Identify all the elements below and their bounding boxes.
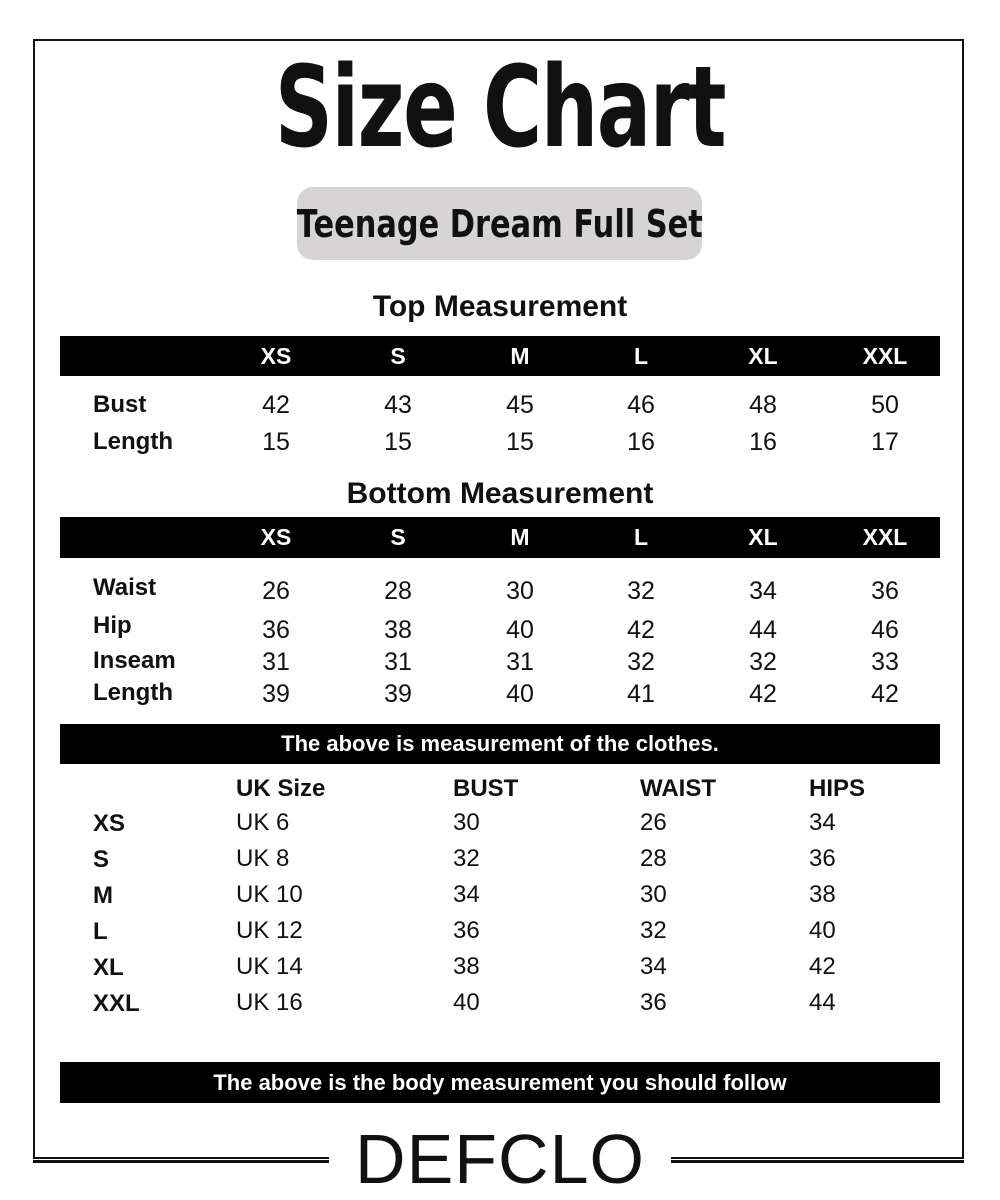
bottom-hip-value: 36 xyxy=(262,616,290,644)
bottom-size-header-bar xyxy=(60,517,940,558)
bottom-inseam-value: 32 xyxy=(627,648,655,676)
row-label-waist: Waist xyxy=(93,574,157,601)
bottom-waist-value: 28 xyxy=(384,577,412,605)
row-label-bust: Bust xyxy=(93,391,147,418)
bottom-waist-value: 32 xyxy=(627,577,655,605)
uk-row-hips: 34 xyxy=(809,809,836,836)
top-size-header: XS xyxy=(260,342,292,369)
top-measurement-heading: Top Measurement xyxy=(372,290,628,323)
clothes-measurement-note: The above is measurement of the clothes. xyxy=(60,724,940,764)
top-length-value: 15 xyxy=(506,428,534,456)
uk-row-waist: 34 xyxy=(640,953,667,980)
uk-row-uk: UK 12 xyxy=(236,917,303,944)
bottom-inseam-value: 31 xyxy=(506,648,534,676)
uk-row-bust: 34 xyxy=(453,881,480,908)
top-bust-value: 48 xyxy=(749,391,777,419)
uk-row-hips: 36 xyxy=(809,845,836,872)
bottom-length-value: 39 xyxy=(384,680,412,708)
top-size-header: L xyxy=(633,342,649,369)
bottom-inseam-value: 31 xyxy=(384,648,412,676)
brand-logo xyxy=(0,1120,1000,1198)
bottom-waist-value: 36 xyxy=(871,577,899,605)
uk-row-hips: 38 xyxy=(809,881,836,908)
top-bust-value: 42 xyxy=(262,391,290,419)
bottom-size-header: L xyxy=(633,524,649,550)
bottom-hip-value: 42 xyxy=(627,616,655,644)
uk-row-waist: 36 xyxy=(640,989,667,1016)
bottom-waist-value: 30 xyxy=(506,577,534,605)
bottom-inseam-value: 32 xyxy=(749,648,777,676)
bottom-length-value: 41 xyxy=(627,680,655,708)
uk-row-hips: 44 xyxy=(809,989,836,1016)
bottom-inseam-value: 31 xyxy=(262,648,290,676)
bottom-size-header: XS xyxy=(260,524,292,550)
uk-header-waist: WAIST xyxy=(640,775,716,802)
top-size-header-bar xyxy=(60,336,940,376)
bottom-hip-value: 38 xyxy=(384,616,412,644)
top-bust-value: 46 xyxy=(627,391,655,419)
uk-row-bust: 40 xyxy=(453,989,480,1016)
uk-row-size: M xyxy=(93,882,113,909)
body-measurement-note: The above is the body measurement you should follow xyxy=(60,1062,940,1103)
top-size-header: S xyxy=(390,342,406,369)
bottom-length-value: 42 xyxy=(871,680,899,708)
top-size-header: M xyxy=(510,342,530,369)
bottom-waist-value: 26 xyxy=(262,577,290,605)
bottom-size-header: S xyxy=(390,524,406,550)
bottom-size-header: XXL xyxy=(862,524,908,550)
row-label-length: Length xyxy=(93,679,173,706)
bottom-size-header: XL xyxy=(748,524,778,550)
bottom-waist-value: 34 xyxy=(749,577,777,605)
product-name: Teenage Dream Full Set xyxy=(296,201,703,246)
bottom-hip-value: 44 xyxy=(749,616,777,644)
uk-row-size: XXL xyxy=(93,990,140,1017)
uk-row-uk: UK 6 xyxy=(236,809,290,836)
top-length-value: 15 xyxy=(262,428,290,456)
bottom-measurement-heading: Bottom Measurement xyxy=(346,477,654,510)
uk-row-waist: 28 xyxy=(640,845,667,872)
bottom-inseam-value: 33 xyxy=(871,648,899,676)
uk-row-uk: UK 10 xyxy=(236,881,303,908)
bottom-length-value: 39 xyxy=(262,680,290,708)
bottom-size-header: M xyxy=(510,524,530,550)
top-bust-value: 50 xyxy=(871,391,899,419)
top-size-header: XL xyxy=(748,342,778,369)
page-title: Size Chart xyxy=(274,43,726,173)
top-length-value: 17 xyxy=(871,428,899,456)
top-size-header: XXL xyxy=(862,342,908,369)
uk-row-waist: 26 xyxy=(640,809,667,836)
uk-row-hips: 40 xyxy=(809,917,836,944)
uk-row-hips: 42 xyxy=(809,953,836,980)
bottom-length-value: 40 xyxy=(506,680,534,708)
top-bust-value: 45 xyxy=(506,391,534,419)
uk-row-size: XL xyxy=(93,954,124,981)
row-label-hip: Hip xyxy=(93,612,132,639)
uk-header-uk-size: UK Size xyxy=(236,775,326,802)
bottom-hip-value: 46 xyxy=(871,616,899,644)
uk-row-size: L xyxy=(93,918,108,945)
row-label-inseam: Inseam xyxy=(93,647,176,674)
top-length-value: 15 xyxy=(384,428,412,456)
top-length-value: 16 xyxy=(749,428,777,456)
uk-row-size: XS xyxy=(93,810,126,837)
uk-row-uk: UK 8 xyxy=(236,845,290,872)
bottom-hip-value: 40 xyxy=(506,616,534,644)
top-length-value: 16 xyxy=(627,428,655,456)
uk-header-hips: HIPS xyxy=(809,775,866,802)
uk-row-size: S xyxy=(93,846,110,873)
uk-header-bust: BUST xyxy=(453,775,519,802)
bottom-length-value: 42 xyxy=(749,680,777,708)
uk-row-uk: UK 16 xyxy=(236,989,303,1016)
uk-row-uk: UK 14 xyxy=(236,953,303,980)
brand-name: DEFCLO xyxy=(329,1120,671,1198)
uk-row-waist: 30 xyxy=(640,881,667,908)
uk-row-bust: 30 xyxy=(453,809,480,836)
uk-row-bust: 32 xyxy=(453,845,480,872)
uk-row-waist: 32 xyxy=(640,917,667,944)
uk-row-bust: 38 xyxy=(453,953,480,980)
row-label-length: Length xyxy=(93,428,173,455)
uk-row-bust: 36 xyxy=(453,917,480,944)
top-bust-value: 43 xyxy=(384,391,412,419)
product-name-badge xyxy=(297,187,702,260)
